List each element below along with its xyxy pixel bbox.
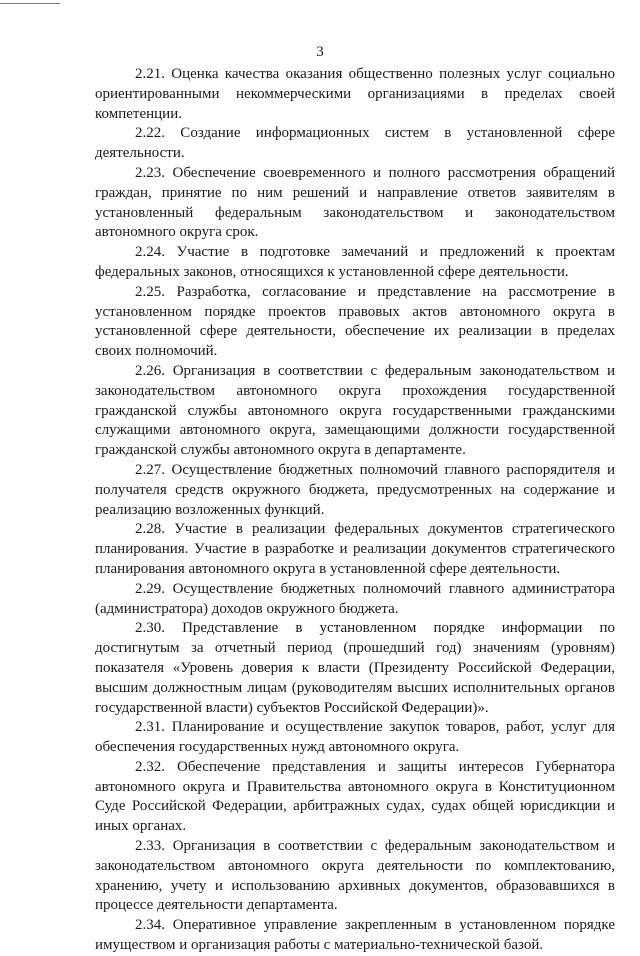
- paragraph-2-33: 2.33. Организация в соответствии с федеральным законодательством и законодательством автономного округа деятельности по комплектованию, хранению, учету и использованию архивных документов, образовавшихся в процессе деятельности департамента.: [95, 838, 615, 914]
- paragraph-2-23: 2.23. Обеспечение своевременного и полного рассмотрения обращений граждан, принятие по ним решений и направление ответов заявителям в установленный федеральным законодательством и законодательством автономного округа срок.: [95, 164, 615, 241]
- document-body: [95, 65, 615, 956]
- page-number: 3: [316, 44, 324, 60]
- paragraph-2-30: 2.30. Представление в установленном порядке информации по достигнутым за отчетный период (прошедший год) значениям (уровням) показателя «Уровень доверия к власти (Президенту Российской Федерации, высшим должностным лицам (руководителям высших исполнительных органов государственной власти) субъектов Российской Федерации)».: [95, 620, 615, 716]
- paragraph-2-29: 2.29. Осуществление бюджетных полномочий главного администратора (администратора) доходов окружного бюджета.: [95, 580, 615, 617]
- paragraph-2-22: 2.22. Создание информационных систем в установленной сфере деятельности.: [95, 125, 615, 162]
- top-edge-rule: [0, 3, 60, 4]
- paragraph-2-32: 2.32. Обеспечение представления и защиты интересов Губернатора автономного округа и Правительства автономного округа в Конституционном Суде Российской Федерации, арбитражных судах, судах общей юрисдикции и иных органах.: [95, 758, 615, 835]
- paragraph-2-27: 2.27. Осуществление бюджетных полномочий главного распорядителя и получателя средств окружного бюджета, предусмотренных на содержание и реализацию возложенных функций.: [95, 461, 615, 518]
- paragraph-2-34: 2.34. Оперативное управление закрепленным в установленном порядке имуществом и организация работы с материально-технической базой.: [95, 917, 615, 954]
- paragraph-2-26: 2.26. Организация в соответствии с федеральным законодательством и законодательством автономного округа прохождения государственной гражданской службы автономного округа государственными гражданскими служащими автономного округа, замещающими должности государственной гражданской службы автономного округа в департаменте.: [95, 362, 615, 459]
- paragraph-2-21: 2.21. Оценка качества оказания общественно полезных услуг социально ориентированными некоммерческими организациями в пределах своей компетенции.: [95, 66, 615, 122]
- paragraph-2-31: 2.31. Планирование и осуществление закупок товаров, работ, услуг для обеспечения государственных нужд автономного округа.: [95, 719, 615, 756]
- paragraph-2-24: 2.24. Участие в подготовке замечаний и предложений к проектам федеральных законов, относящихся к установленной сфере деятельности.: [95, 244, 615, 280]
- paragraph-2-28: 2.28. Участие в реализации федеральных документов стратегического планирования. Участие в разработке и реализации документов стратегического планирования автономного округа в установленной сфере деятельности.: [95, 521, 615, 577]
- paragraph-2-25: 2.25. Разработка, согласование и представление на рассмотрение в установленном порядке проектов правовых актов автономного округа в установленной сфере деятельности, обеспечение их реализации в пределах своих полномочий.: [95, 283, 615, 360]
